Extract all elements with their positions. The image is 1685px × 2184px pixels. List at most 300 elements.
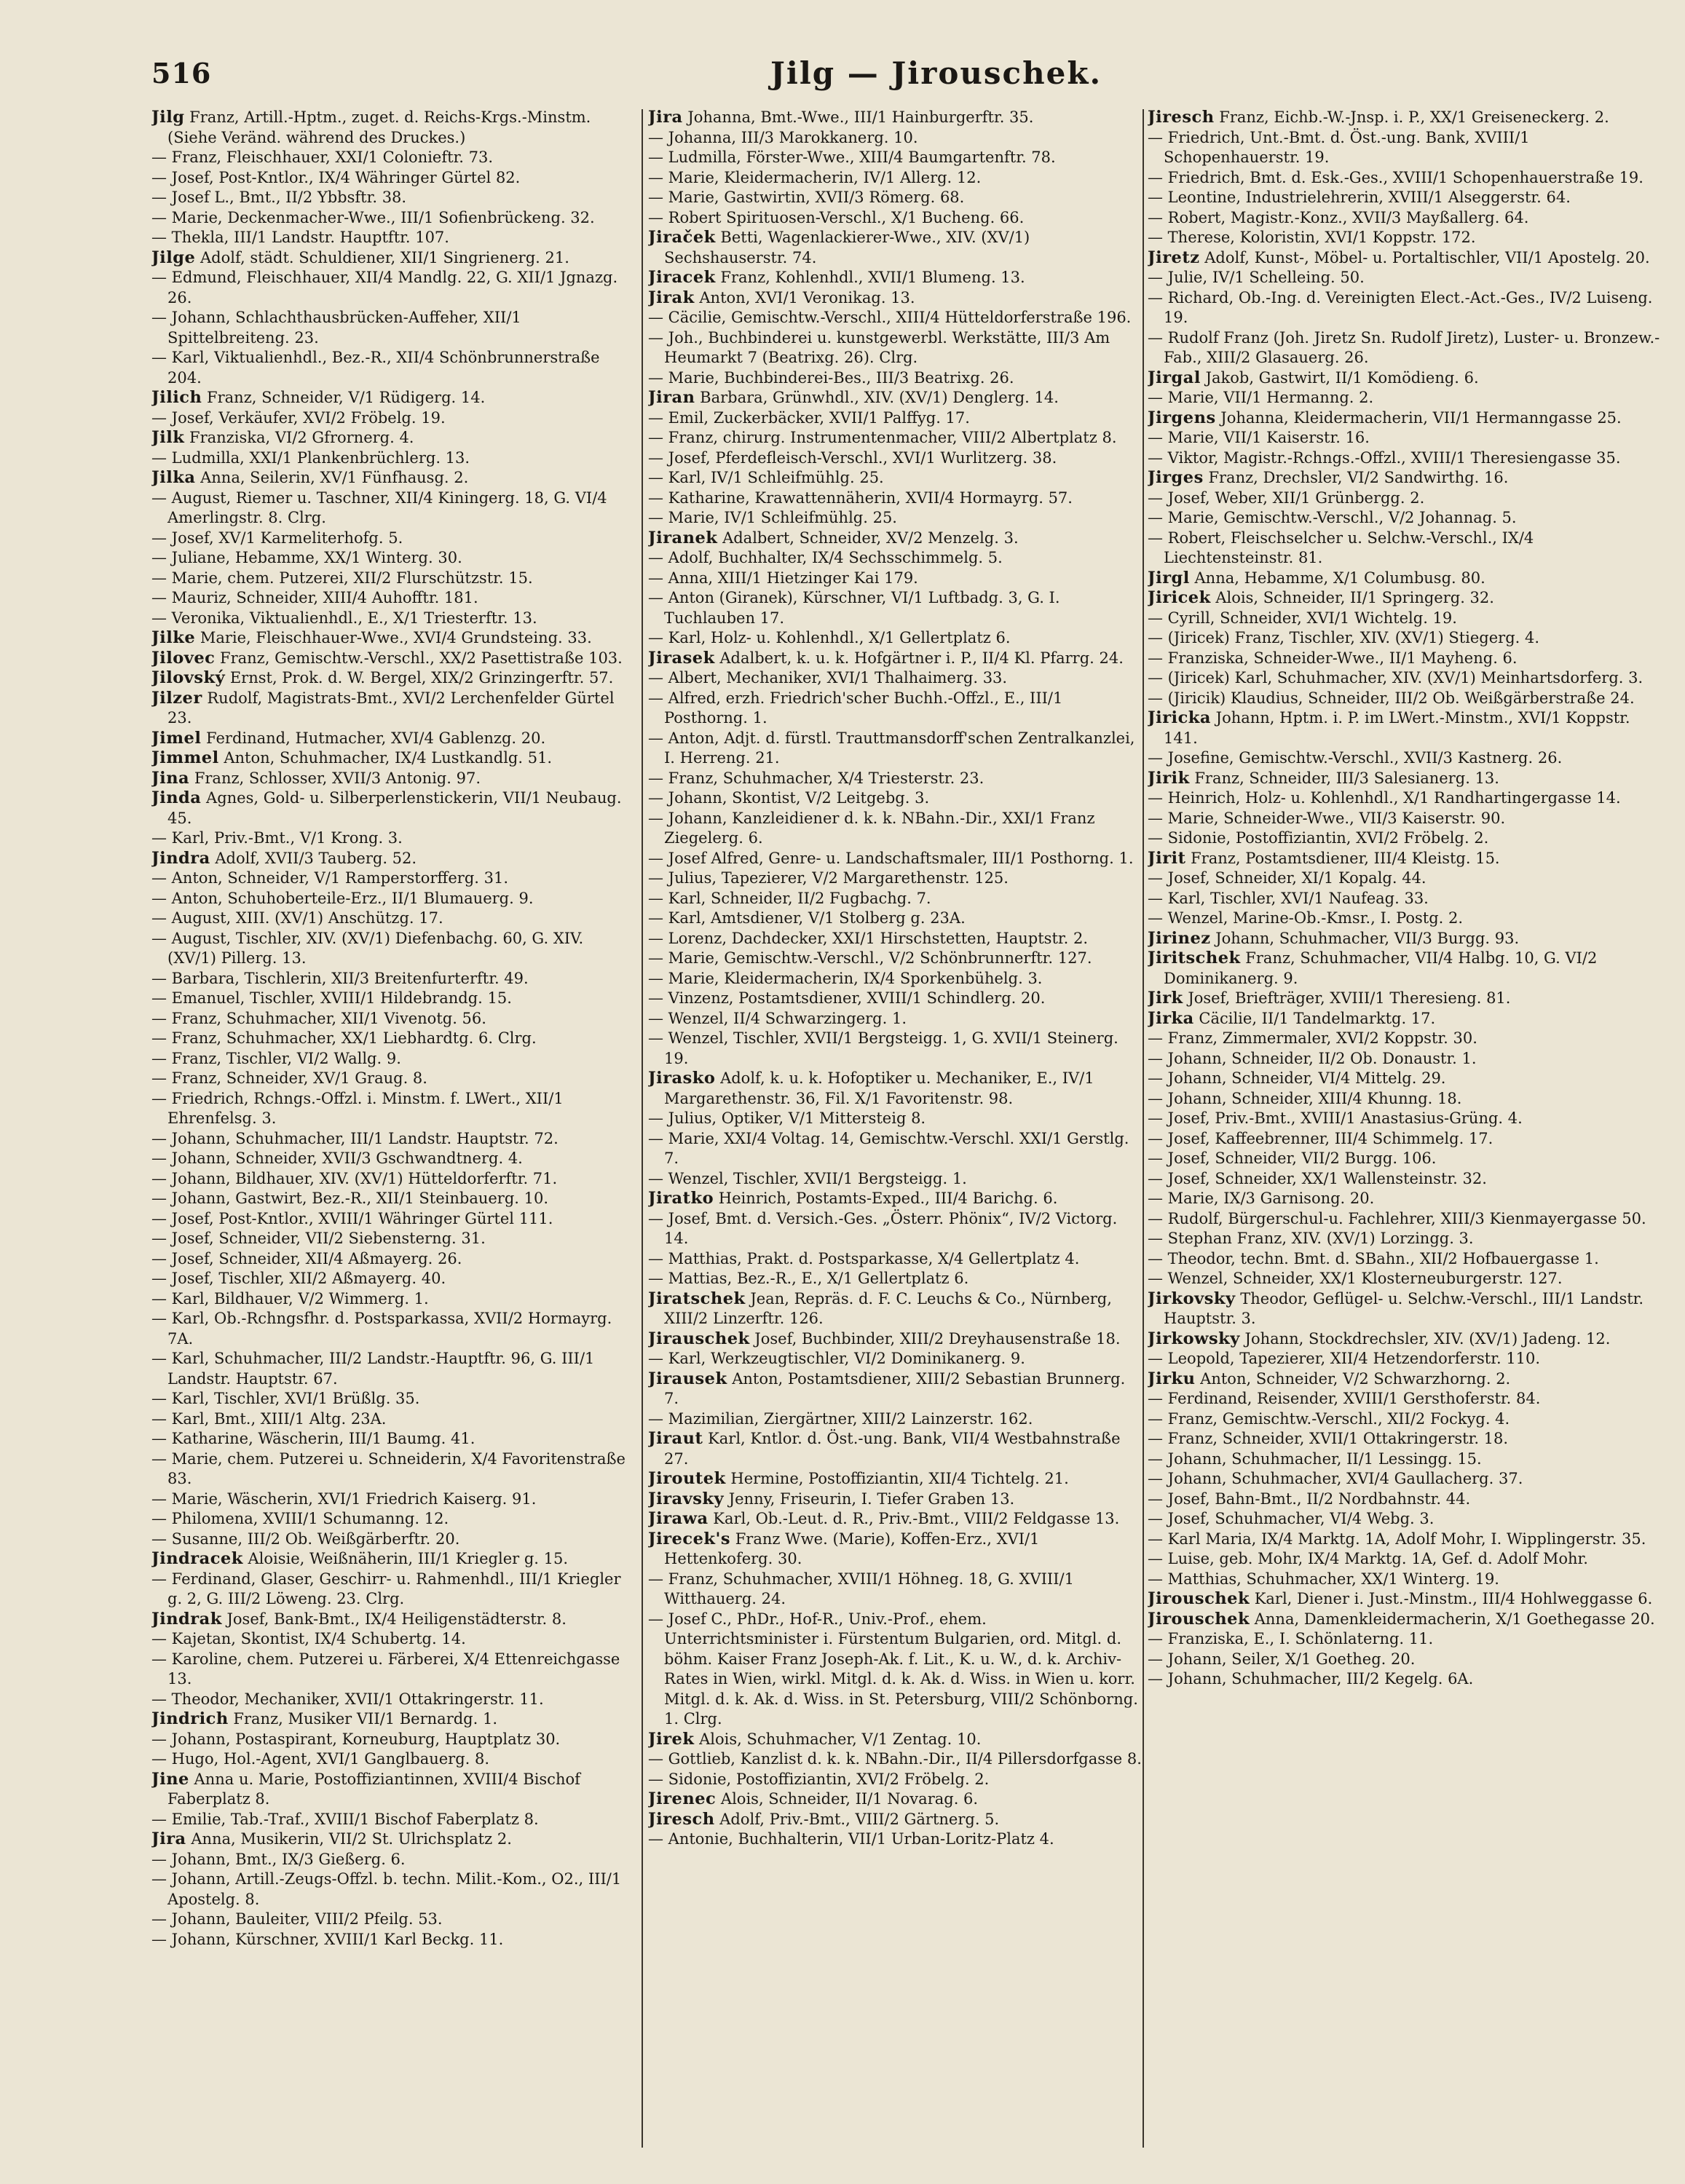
- entry-text: — Sidonie, Postoffiziantin, XVI/2 Fröbelg. 2.: [648, 1770, 990, 1788]
- directory-entry: [151, 769, 636, 789]
- directory-entry: [1148, 1610, 1666, 1630]
- entry-text: — Theodor, techn. Bmt. d. SBahn., XII/2 Hofbauergasse 1.: [1148, 1249, 1599, 1267]
- directory-entry: [648, 588, 1143, 628]
- directory-entry: [648, 788, 1143, 809]
- entry-headword: Jina: [151, 768, 190, 788]
- directory-entry: [151, 268, 636, 308]
- directory-entry: [1148, 1109, 1666, 1129]
- directory-entry: [151, 1249, 636, 1270]
- entry-text: — Johann, Bauleiter, VIII/2 Pfeilg. 53.: [151, 1910, 443, 1928]
- entry-text: — Vinzenz, Postamtsdiener, XVIII/1 Schindlerg. 20.: [648, 989, 1046, 1007]
- entry-text: — Josef, Post-Kntlor., IX/4 Währinger Gürtel 82.: [151, 168, 521, 186]
- directory-entry: [648, 1249, 1143, 1270]
- directory-entry: [1148, 1429, 1666, 1449]
- entry-text: — Johanna, III/3 Marokkanerg. 10.: [648, 128, 918, 146]
- entry-text: Anton, Schuhmacher, IX/4 Lustkandlg. 51.: [218, 749, 553, 767]
- directory-entry: [1148, 368, 1666, 389]
- page-header: [151, 57, 1685, 100]
- directory-entry: [1148, 689, 1666, 709]
- entry-text: — Johann, Kanzleidiener d. k. k. NBahn.-Dir., XXI/1 Franz Ziegelerg. 6.: [648, 809, 1095, 847]
- entry-text: Franz, Artill.-Hptm., zuget. d. Reichs-Krgs.-Minstm. (Siehe Veränd. während des Druckes.): [167, 108, 591, 146]
- directory-entry: [151, 1530, 636, 1550]
- entry-text: Franz, Drechsler, VI/2 Sandwirthg. 16.: [1203, 469, 1509, 486]
- entry-text: Anna, Seilerin, XV/1 Fünfhausg. 2.: [195, 469, 469, 486]
- entry-text: — Franz, Schuhmacher, XVIII/1 Höhneg. 18, G. XVIII/1 Witthauerg. 24.: [648, 1570, 1074, 1607]
- directory-entry: [1148, 849, 1666, 869]
- entry-text: Agnes, Gold- u. Silberperlenstickerin, VII/1 Neubaug. 45.: [167, 789, 622, 827]
- entry-text: — (Jiricek) Karl, Schuhmacher, XIV. (XV/1) Meinhartsdorferg. 3.: [1148, 669, 1643, 687]
- entry-text: — Johann, Gastwirt, Bez.-R., XII/1 Steinbauerg. 10.: [151, 1190, 549, 1207]
- entry-text: Jakob, Gastwirt, II/1 Komödieng. 6.: [1200, 368, 1479, 387]
- directory-entry: [1148, 128, 1666, 168]
- directory-entry: [1148, 428, 1666, 448]
- entry-text: — Friedrich, Unt.-Bmt. d. Öst.-ung. Bank, XVIII/1 Schopenhauerstr. 19.: [1148, 128, 1530, 166]
- column-middle: [648, 108, 1143, 2161]
- entry-headword: Jiran: [648, 388, 695, 407]
- entry-text: — Marie, VII/1 Kaiserstr. 16.: [1148, 429, 1370, 446]
- entry-text: Franz, Eichb.-W.-Jnsp. i. P., XX/1 Greiseneckerg. 2.: [1214, 108, 1609, 126]
- directory-entry: [1148, 1249, 1666, 1270]
- entry-headword: Jilke: [151, 628, 196, 647]
- entry-text: Franz, Postamtsdiener, III/4 Kleistg. 15.: [1185, 849, 1500, 867]
- directory-entry: [1148, 1449, 1666, 1470]
- entry-text: Franz, Kohlenhdl., XVII/1 Blumeng. 13.: [715, 269, 1025, 286]
- directory-entry: [151, 889, 636, 909]
- entry-text: — Adolf, Buchhalter, IX/4 Sechsschimmelg. 5.: [648, 549, 1003, 566]
- entry-text: — Karl, Bildhauer, V/2 Wimmerg. 1.: [151, 1289, 429, 1307]
- entry-text: Marie, Fleischhauer-Wwe., XVI/4 Grundsteing. 33.: [195, 629, 592, 646]
- entry-headword: Jirasko: [648, 1069, 716, 1088]
- entry-text: — Josef, Bmt. d. Versich.-Ges. „Österr. Phönix“, IV/2 Victorg. 14.: [648, 1209, 1118, 1247]
- directory-entry: [151, 1209, 636, 1230]
- entry-text: — Emanuel, Tischler, XVIII/1 Hildebrandg. 15.: [151, 989, 512, 1007]
- directory-entry: [1148, 1189, 1666, 1209]
- entry-text: — Karl, Tischler, XVI/1 Naufeag. 33.: [1148, 889, 1429, 907]
- directory-entry: [1148, 188, 1666, 208]
- directory-entry: [151, 1189, 636, 1209]
- entry-text: Betti, Wagenlackierer-Wwe., XIV. (XV/1) Sechshauserstr. 74.: [664, 229, 1030, 266]
- entry-text: — Marie, VII/1 Hermanng. 2.: [1148, 389, 1374, 406]
- entry-text: — Hugo, Hol.-Agent, XVI/1 Ganglbauerg. 8.: [151, 1750, 490, 1768]
- entry-text: Barbara, Grünwhdl., XIV. (XV/1) Denglerg. 14.: [695, 389, 1059, 406]
- directory-entry: [648, 228, 1143, 268]
- entry-text: — Karl, Schneider, II/2 Fugbachg. 7.: [648, 889, 931, 907]
- entry-text: — Josef, Verkäufer, XVI/2 Fröbelg. 19.: [151, 408, 446, 427]
- directory-entry: [1148, 809, 1666, 829]
- directory-entry: [151, 1930, 636, 1950]
- entry-text: — Julius, Optiker, V/1 Mittersteig 8.: [648, 1109, 926, 1127]
- directory-entry: [151, 529, 636, 549]
- entry-headword: Jiricek: [1148, 588, 1211, 607]
- entry-text: Adolf, städt. Schuldiener, XII/1 Singrienerg. 21.: [195, 248, 569, 266]
- directory-entry: [1148, 1669, 1666, 1690]
- entry-text: — Viktor, Magistr.-Rchngs.-Offzl., XVIII/1 Theresiengasse 35.: [1148, 448, 1621, 467]
- entry-headword: Jirges: [1148, 468, 1204, 487]
- entry-text: Jenny, Friseurin, I. Tiefer Graben 13.: [724, 1489, 1015, 1508]
- directory-entry: [151, 828, 636, 849]
- entry-headword: Jimmel: [151, 748, 219, 767]
- entry-text: — Franziska, E., I. Schönlaterng. 11.: [1148, 1630, 1434, 1647]
- directory-entry: [1148, 788, 1666, 809]
- entry-text: — Wenzel, Tischler, XVII/1 Bergsteigg. 1.: [648, 1169, 967, 1187]
- entry-text: — Philomena, XVIII/1 Schumanng. 12.: [151, 1510, 449, 1527]
- entry-headword: Jiritschek: [1148, 949, 1241, 968]
- entry-text: Adalbert, Schneider, XV/2 Menzelg. 3.: [717, 529, 1019, 547]
- directory-entry: [1148, 448, 1666, 469]
- entry-headword: Jinda: [151, 788, 202, 807]
- entry-text: — Friedrich, Bmt. d. Esk.-Ges., XVIII/1 Schopenhauerstraße 19.: [1148, 168, 1643, 186]
- directory-entry: [1148, 408, 1666, 429]
- directory-entry: [1148, 1329, 1666, 1350]
- entry-text: Josef, Bank-Bmt., IX/4 Heiligenstädterstr. 8.: [221, 1610, 567, 1628]
- entry-headword: Jilovec: [151, 648, 216, 668]
- entry-headword: Jirgens: [1148, 408, 1216, 427]
- entry-text: — Ludmilla, Förster-Wwe., XIII/4 Baumgartenftr. 78.: [648, 149, 1056, 166]
- entry-text: Johann, Hptm. i. P. im LWert.-Minstm., XVI/1 Koppstr. 141.: [1164, 709, 1630, 747]
- entry-text: — Leontine, Industrielehrerin, XVIII/1 Alseggerstr. 64.: [1148, 189, 1571, 206]
- directory-entry: [648, 328, 1143, 368]
- directory-entry: [151, 1850, 636, 1870]
- directory-entry: [648, 448, 1143, 469]
- entry-text: — Karl, Amtsdiener, V/1 Stolberg g. 23A.: [648, 909, 966, 927]
- entry-text: — Marie, XXI/4 Voltag. 14, Gemischtw.-Verschl. XXI/1 Gerstlg. 7.: [648, 1129, 1129, 1167]
- directory-entry: [151, 748, 636, 769]
- directory-entry: [648, 1129, 1143, 1169]
- entry-text: — Johann, Postaspirant, Korneuburg, Hauptplatz 30.: [151, 1730, 561, 1748]
- entry-headword: Jirk: [1148, 989, 1183, 1008]
- entry-text: Adolf, k. u. k. Hofoptiker u. Mechaniker, E., IV/1 Margarethenstr. 36, Fil. X/1 Favoritenstr. 98.: [664, 1069, 1094, 1107]
- entry-headword: Jirik: [1148, 768, 1190, 788]
- entry-text: Alois, Schneider, II/1 Springerg. 32.: [1210, 589, 1494, 606]
- entry-headword: Jilzer: [151, 688, 202, 708]
- entry-text: Franz, Gemischtw.-Verschl., XX/2 Pasettistraße 103.: [215, 649, 623, 667]
- entry-text: Franz, Schuhmacher, VII/4 Halbg. 10, G. VI/2 Dominikanerg. 9.: [1164, 949, 1598, 987]
- entry-text: Karl, Ob.-Leut. d. R., Priv.-Bmt., VIII/2 Feldgasse 13.: [708, 1510, 1120, 1527]
- entry-text: — Karl Maria, IX/4 Marktg. 1A, Adolf Mohr, I. Wipplingerstr. 35.: [1148, 1530, 1646, 1548]
- entry-text: Johanna, Bmt.-Wwe., III/1 Hainburgerftr. 35.: [682, 108, 1034, 126]
- directory-entry: [1148, 1650, 1666, 1670]
- entry-text: Karl, Diener i. Just.-Minstm., III/4 Hohlweggasse 6.: [1250, 1590, 1653, 1607]
- entry-text: — Josef L., Bmt., II/2 Ybbsftr. 38.: [151, 189, 407, 206]
- entry-text: — Franz, Schneider, XV/1 Graug. 8.: [151, 1069, 427, 1087]
- column-rule-left: [642, 109, 643, 2148]
- entry-text: — Franz, Gemischtw.-Verschl., XII/2 Fockyg. 4.: [1148, 1409, 1510, 1428]
- directory-entry: [648, 268, 1143, 288]
- entry-text: — Albert, Mechaniker, XVI/1 Thalhaimerg. 33.: [648, 669, 1008, 687]
- directory-entry: [1148, 909, 1666, 929]
- entry-text: — Josef, Schuhmacher, VI/4 Webg. 3.: [1148, 1510, 1435, 1527]
- entry-text: — Josef C., PhDr., Hof-R., Univ.-Prof., ehem. Unterrichtsminister i. Fürstentum Bulgarien, ord. Mitgl. d. böhm. Kaiser Franz Joseph-Ak. f. Lit., K. u. W., d. k. Archiv-Rates in Wien, wirkl. Mitgl. d. k. Ak. d. Wiss. in Wien u. korr. Mitgl. d. k. Ak. d. Wiss. in St. Petersburg, VIII/2 Schönborng. 1. Clrg.: [648, 1610, 1138, 1728]
- directory-entry: [648, 548, 1143, 569]
- entry-headword: Jirgal: [1148, 368, 1201, 387]
- directory-entry: [1148, 1209, 1666, 1230]
- entry-text: — Marie, Schneider-Wwe., VII/3 Kaiserstr. 90.: [1148, 809, 1506, 827]
- entry-headword: Jiraut: [648, 1429, 703, 1448]
- directory-entry: [1148, 328, 1666, 368]
- entry-text: — Wenzel, Tischler, XVII/1 Bergsteigg. 1, G. XVII/1 Steinerg. 19.: [648, 1029, 1118, 1067]
- directory-entry: [648, 769, 1143, 789]
- entry-text: — Karl, Tischler, XVI/1 Brüßlg. 35.: [151, 1390, 420, 1407]
- column-right: [1148, 108, 1666, 2161]
- entry-text: Ernst, Prok. d. W. Bergel, XIX/2 Grinzingerftr. 57.: [225, 669, 614, 687]
- entry-text: Adolf, XVII/3 Tauberg. 52.: [210, 849, 417, 867]
- directory-entry: [1148, 1489, 1666, 1510]
- entry-text: — Wenzel, II/4 Schwarzingerg. 1.: [648, 1009, 907, 1027]
- directory-entry: [1148, 1089, 1666, 1109]
- entry-text: — Rudolf, Bürgerschul-u. Fachlehrer, XIII/3 Kienmayergasse 50.: [1148, 1209, 1646, 1227]
- directory-entry: [648, 1789, 1143, 1810]
- directory-entry: [1148, 1129, 1666, 1150]
- entry-text: — Franz, Zimmermaler, XVI/2 Koppstr. 30.: [1148, 1029, 1477, 1047]
- directory-entry: [151, 869, 636, 889]
- directory-entry: [151, 1309, 636, 1349]
- entry-text: — Josefine, Gemischtw.-Verschl., XVII/3 Kastnerg. 26.: [1148, 749, 1563, 767]
- directory-entry: [1148, 388, 1666, 408]
- entry-headword: Jilge: [151, 248, 196, 267]
- directory-entry: [648, 488, 1143, 509]
- directory-entry: [1148, 1269, 1666, 1289]
- entry-text: Josef, Briefträger, XVIII/1 Theresieng. 81.: [1183, 989, 1511, 1007]
- directory-entry: [648, 108, 1143, 128]
- entry-text: — (Jiricek) Franz, Tischler, XIV. (XV/1) Stiegerg. 4.: [1148, 629, 1540, 646]
- entry-text: — Johann, Schneider, XVII/3 Gschwandtnerg. 4.: [151, 1150, 523, 1167]
- entry-text: — Johann, Schneider, II/2 Ob. Donaustr. 1.: [1148, 1049, 1477, 1067]
- directory-entry: [1148, 488, 1666, 509]
- entry-text: — Matthias, Schuhmacher, XX/1 Winterg. 19.: [1148, 1570, 1499, 1588]
- entry-text: — Heinrich, Holz- u. Kohlenhdl., X/1 Randhartingergasse 14.: [1148, 789, 1621, 807]
- column-left: [151, 108, 636, 2161]
- directory-entry: [1148, 748, 1666, 769]
- directory-entry: [1148, 1509, 1666, 1530]
- directory-entry: [1148, 1369, 1666, 1390]
- entry-text: Anna, Damenkleidermacherin, X/1 Goethegasse 20.: [1250, 1610, 1655, 1628]
- directory-entry: [151, 588, 636, 609]
- directory-entry: [648, 1509, 1143, 1530]
- entry-text: — Robert, Fleischselcher u. Selchw.-Verschl., IX/4 Liechtensteinstr. 81.: [1148, 529, 1534, 566]
- entry-text: Jean, Repräs. d. F. C. Leuchs & Co., Nürnberg, XIII/2 Linzerftr. 126.: [664, 1289, 1112, 1327]
- directory-entry: [1148, 1169, 1666, 1190]
- entry-text: Anton, XVI/1 Veronikag. 13.: [694, 288, 915, 306]
- entry-text: — Franz, Schuhmacher, X/4 Triesterstr. 23.: [648, 769, 984, 787]
- entry-text: — Robert, Magistr.-Konz., XVII/3 Mayßallerg. 64.: [1148, 208, 1529, 226]
- entry-text: — Josef, Schneider, XI/1 Kopalg. 44.: [1148, 869, 1426, 887]
- entry-text: — Stephan Franz, XIV. (XV/1) Lorzingg. 3.: [1148, 1230, 1474, 1247]
- entry-text: — Wenzel, Schneider, XX/1 Klosterneuburgerstr. 127.: [1148, 1270, 1563, 1287]
- directory-entry: [648, 649, 1143, 669]
- directory-entry: [1148, 1069, 1666, 1089]
- directory-entry: [151, 649, 636, 669]
- directory-entry: [1148, 1570, 1666, 1590]
- directory-entry: [151, 1149, 636, 1169]
- directory-entry: [648, 148, 1143, 168]
- entry-text: — Marie, Wäscherin, XVI/1 Friedrich Kaiserg. 91.: [151, 1489, 537, 1508]
- directory-entry: [1148, 628, 1666, 649]
- entry-text: — Johann, Schuhmacher, II/1 Lessingg. 15.: [1148, 1449, 1482, 1468]
- entry-text: — Cyrill, Schneider, XVI/1 Wichtelg. 19.: [1148, 609, 1457, 627]
- entry-headword: Jindrich: [151, 1709, 229, 1728]
- directory-entry: [151, 1870, 636, 1910]
- entry-text: — Anton (Giranek), Kürschner, VI/1 Luftbadg. 3, G. I. Tuchlauben 17.: [648, 589, 1060, 627]
- entry-headword: Jindracek: [151, 1549, 243, 1568]
- entry-headword: Jirawa: [648, 1509, 709, 1528]
- entry-text: — Johann, Schuhmacher, XVI/4 Gaullacherg. 37.: [1148, 1470, 1523, 1487]
- directory-entry: [151, 1049, 636, 1069]
- entry-text: — Franz, Fleischhauer, XXI/1 Colonieftr. 73.: [151, 149, 494, 166]
- entry-text: Johanna, Kleidermacherin, VII/1 Hermanngasse 25.: [1215, 408, 1622, 427]
- entry-headword: Jirauschek: [648, 1329, 750, 1348]
- directory-entry: [648, 989, 1143, 1009]
- entry-text: — Luise, geb. Mohr, IX/4 Marktg. 1A, Gef. d. Adolf Mohr.: [1148, 1550, 1588, 1567]
- entry-text: Alois, Schneider, II/1 Novarag. 6.: [716, 1790, 979, 1808]
- directory-entry: [648, 408, 1143, 429]
- entry-headword: Jimel: [151, 728, 202, 748]
- entry-text: — Barbara, Tischlerin, XII/3 Breitenfurterftr. 49.: [151, 969, 529, 987]
- directory-entry: [1148, 1349, 1666, 1369]
- directory-entry: [151, 1229, 636, 1249]
- entry-text: — (Jiricik) Klaudius, Schneider, III/2 Ob. Weißgärberstraße 24.: [1148, 689, 1635, 707]
- directory-entry: [648, 949, 1143, 969]
- entry-headword: Jiresch: [648, 1809, 715, 1829]
- entry-text: Johann, Stockdrechsler, XIV. (XV/1) Jadeng. 12.: [1239, 1329, 1611, 1348]
- entry-text: — Thekla, III/1 Landstr. Hauptftr. 107.: [151, 229, 449, 246]
- directory-entry: [151, 1489, 636, 1510]
- entry-text: — Sidonie, Postoffiziantin, XVI/2 Fröbelg. 2.: [1148, 829, 1489, 847]
- entry-text: — Lorenz, Dachdecker, XXI/1 Hirschstetten, Hauptstr. 2.: [648, 929, 1089, 947]
- directory-entry: [648, 969, 1143, 989]
- entry-text: Adolf, Priv.-Bmt., VIII/2 Gärtnerg. 5.: [714, 1810, 1000, 1828]
- directory-entry: [151, 1009, 636, 1029]
- entry-headword: Jirgl: [1148, 568, 1190, 587]
- entry-headword: Jilovský: [151, 668, 226, 687]
- entry-headword: Jirak: [648, 288, 695, 307]
- entry-text: — Johann, Bildhauer, XIV. (XV/1) Hütteldorferftr. 71.: [151, 1169, 558, 1187]
- directory-entry: [1148, 208, 1666, 229]
- entry-text: Aloisie, Weißnäherin, III/1 Kriegler g. 15.: [242, 1550, 569, 1567]
- entry-text: Anna u. Marie, Postoffiziantinnen, XVIII/4 Bischof Faberplatz 8.: [167, 1770, 580, 1808]
- entry-text: — Theodor, Mechaniker, XVII/1 Ottakringerstr. 11.: [151, 1690, 544, 1708]
- directory-entry: [1148, 228, 1666, 248]
- directory-entry: [151, 1409, 636, 1430]
- entry-text: — Anton, Schuhoberteile-Erz., II/1 Blumauerg. 9.: [151, 889, 534, 907]
- entry-text: — Johann, Bmt., IX/3 Gießerg. 6.: [151, 1850, 406, 1868]
- entry-text: — Emilie, Tab.-Traf., XVIII/1 Bischof Faberplatz 8.: [151, 1810, 539, 1828]
- entry-text: — Marie, Buchbinderei-Bes., III/3 Beatrixg. 26.: [648, 368, 1014, 387]
- entry-headword: Jiratko: [648, 1189, 714, 1208]
- entry-text: — Juliane, Hebamme, XX/1 Winterg. 30.: [151, 549, 462, 566]
- directory-entry: [1148, 1049, 1666, 1069]
- directory-entry: [648, 468, 1143, 488]
- directory-entry: [151, 248, 636, 269]
- directory-entry: [151, 1770, 636, 1810]
- directory-entry: [151, 1449, 636, 1489]
- directory-entry: [648, 1209, 1143, 1249]
- directory-entry: [151, 1429, 636, 1449]
- directory-entry: [648, 1409, 1143, 1430]
- directory-entry: [648, 689, 1143, 729]
- directory-entry: [648, 1570, 1143, 1610]
- entry-text: Adalbert, k. u. k. Hofgärtner i. P., II/4 Kl. Pfarrg. 24.: [714, 649, 1124, 667]
- directory-entry: [151, 208, 636, 229]
- entry-text: — Marie, IX/3 Garnisong. 20.: [1148, 1190, 1375, 1207]
- directory-entry: [648, 508, 1143, 529]
- entry-headword: Jirkovsky: [1148, 1289, 1236, 1308]
- directory-entry: [151, 1029, 636, 1049]
- entry-text: Heinrich, Postamts-Exped., III/4 Barichg. 6.: [714, 1190, 1058, 1207]
- directory-entry: [648, 1369, 1143, 1409]
- directory-entry: [151, 188, 636, 208]
- directory-entry: [151, 548, 636, 569]
- entry-text: — Josef Alfred, Genre- u. Landschaftsmaler, III/1 Posthorng. 1.: [648, 849, 1134, 867]
- directory-entry: [648, 849, 1143, 869]
- entry-headword: Jiroutek: [648, 1469, 726, 1488]
- entry-text: — Johann, Artill.-Zeugs-Offzl. b. techn. Milit.-Kom., O2., III/1 Apostelg. 8.: [151, 1870, 622, 1908]
- entry-text: Franz, Schlosser, XVII/3 Antonig. 97.: [189, 769, 481, 787]
- directory-entry: [1148, 889, 1666, 909]
- directory-entry: [1148, 288, 1666, 328]
- entry-text: — August, XIII. (XV/1) Anschützg. 17.: [151, 909, 443, 927]
- entry-headword: Jirku: [1148, 1369, 1196, 1388]
- entry-text: — Karl, Bmt., XIII/1 Altg. 23A.: [151, 1409, 387, 1428]
- directory-entry: [151, 228, 636, 248]
- entry-text: — Josef, Schneider, XII/4 Aßmayerg. 26.: [151, 1249, 462, 1267]
- entry-text: — Josef, Tischler, XII/2 Aßmayerg. 40.: [151, 1270, 446, 1287]
- directory-entry: [1148, 588, 1666, 609]
- entry-text: — Johann, Seiler, X/1 Goetheg. 20.: [1148, 1650, 1416, 1668]
- entry-text: — Mauriz, Schneider, XIII/4 Auhofftr. 181.: [151, 589, 478, 606]
- entry-text: — Karl, Werkzeugtischler, VI/2 Dominikanerg. 9.: [648, 1350, 1025, 1367]
- entry-text: — Josef, Weber, XII/1 Grünbergg. 2.: [1148, 488, 1425, 507]
- entry-text: — Johann, Kürschner, XVIII/1 Karl Beckg. 11.: [151, 1930, 504, 1948]
- entry-text: Franziska, VI/2 Gfrornerg. 4.: [184, 429, 414, 446]
- directory-entry: [1148, 508, 1666, 529]
- entry-text: — Marie, Kleidermacherin, IV/1 Allerg. 12.: [648, 168, 982, 186]
- directory-entry: [151, 1389, 636, 1409]
- directory-entry: [151, 1129, 636, 1150]
- entry-headword: Jine: [151, 1769, 189, 1789]
- entry-text: — Richard, Ob.-Ing. d. Vereinigten Elect.-Act.-Ges., IV/2 Luiseng. 19.: [1148, 288, 1653, 326]
- directory-entry: [1148, 1009, 1666, 1029]
- directory-entry: [151, 1650, 636, 1690]
- entry-text: — Karl, Priv.-Bmt., V/1 Krong. 3.: [151, 829, 403, 847]
- entry-text: — Josef, Bahn-Bmt., II/2 Nordbahnstr. 44.: [1148, 1489, 1471, 1508]
- directory-entry: [151, 388, 636, 408]
- entry-headword: Jirka: [1148, 1008, 1194, 1028]
- entry-text: — Ferdinand, Reisender, XVIII/1 Gersthoferstr. 84.: [1148, 1390, 1541, 1407]
- directory-entry: [1148, 529, 1666, 569]
- directory-entry: [648, 1289, 1143, 1329]
- directory-entry: [151, 148, 636, 168]
- directory-entry: [1148, 828, 1666, 849]
- directory-entry: [151, 1690, 636, 1710]
- entry-text: — Franz, Schneider, XVII/1 Ottakringerstr. 18.: [1148, 1430, 1509, 1447]
- directory-entry: [1148, 1469, 1666, 1489]
- directory-entry: [648, 929, 1143, 949]
- directory-entry: [1148, 649, 1666, 669]
- directory-entry: [151, 168, 636, 189]
- entry-text: — Veronika, Viktualienhdl., E., X/1 Triesterftr. 13.: [151, 609, 537, 627]
- entry-text: — Franziska, Schneider-Wwe., II/1 Mayheng. 6.: [1148, 649, 1518, 667]
- entry-text: — Josef, Schneider, VII/2 Siebensterng. 31.: [151, 1230, 486, 1247]
- page-number: 516: [151, 57, 212, 90]
- entry-text: Karl, Kntlor. d. Öst.-ung. Bank, VII/4 Westbahnstraße 27.: [664, 1430, 1121, 1468]
- entry-headword: Jirit: [1148, 848, 1186, 868]
- directory-entry: [151, 569, 636, 589]
- entry-text: Ferdinand, Hutmacher, XVI/4 Gablenzg. 20.: [201, 729, 546, 747]
- directory-entry: [648, 388, 1143, 408]
- entry-text: — Rudolf Franz (Joh. Jiretz Sn. Rudolf Jiretz), Luster- u. Bronzew.-Fab., XIII/2 Glasauerg. 26.: [1148, 328, 1660, 366]
- directory-entry: [151, 1169, 636, 1190]
- entry-text: — Antonie, Buchhalterin, VII/1 Urban-Loritz-Platz 4.: [648, 1830, 1054, 1848]
